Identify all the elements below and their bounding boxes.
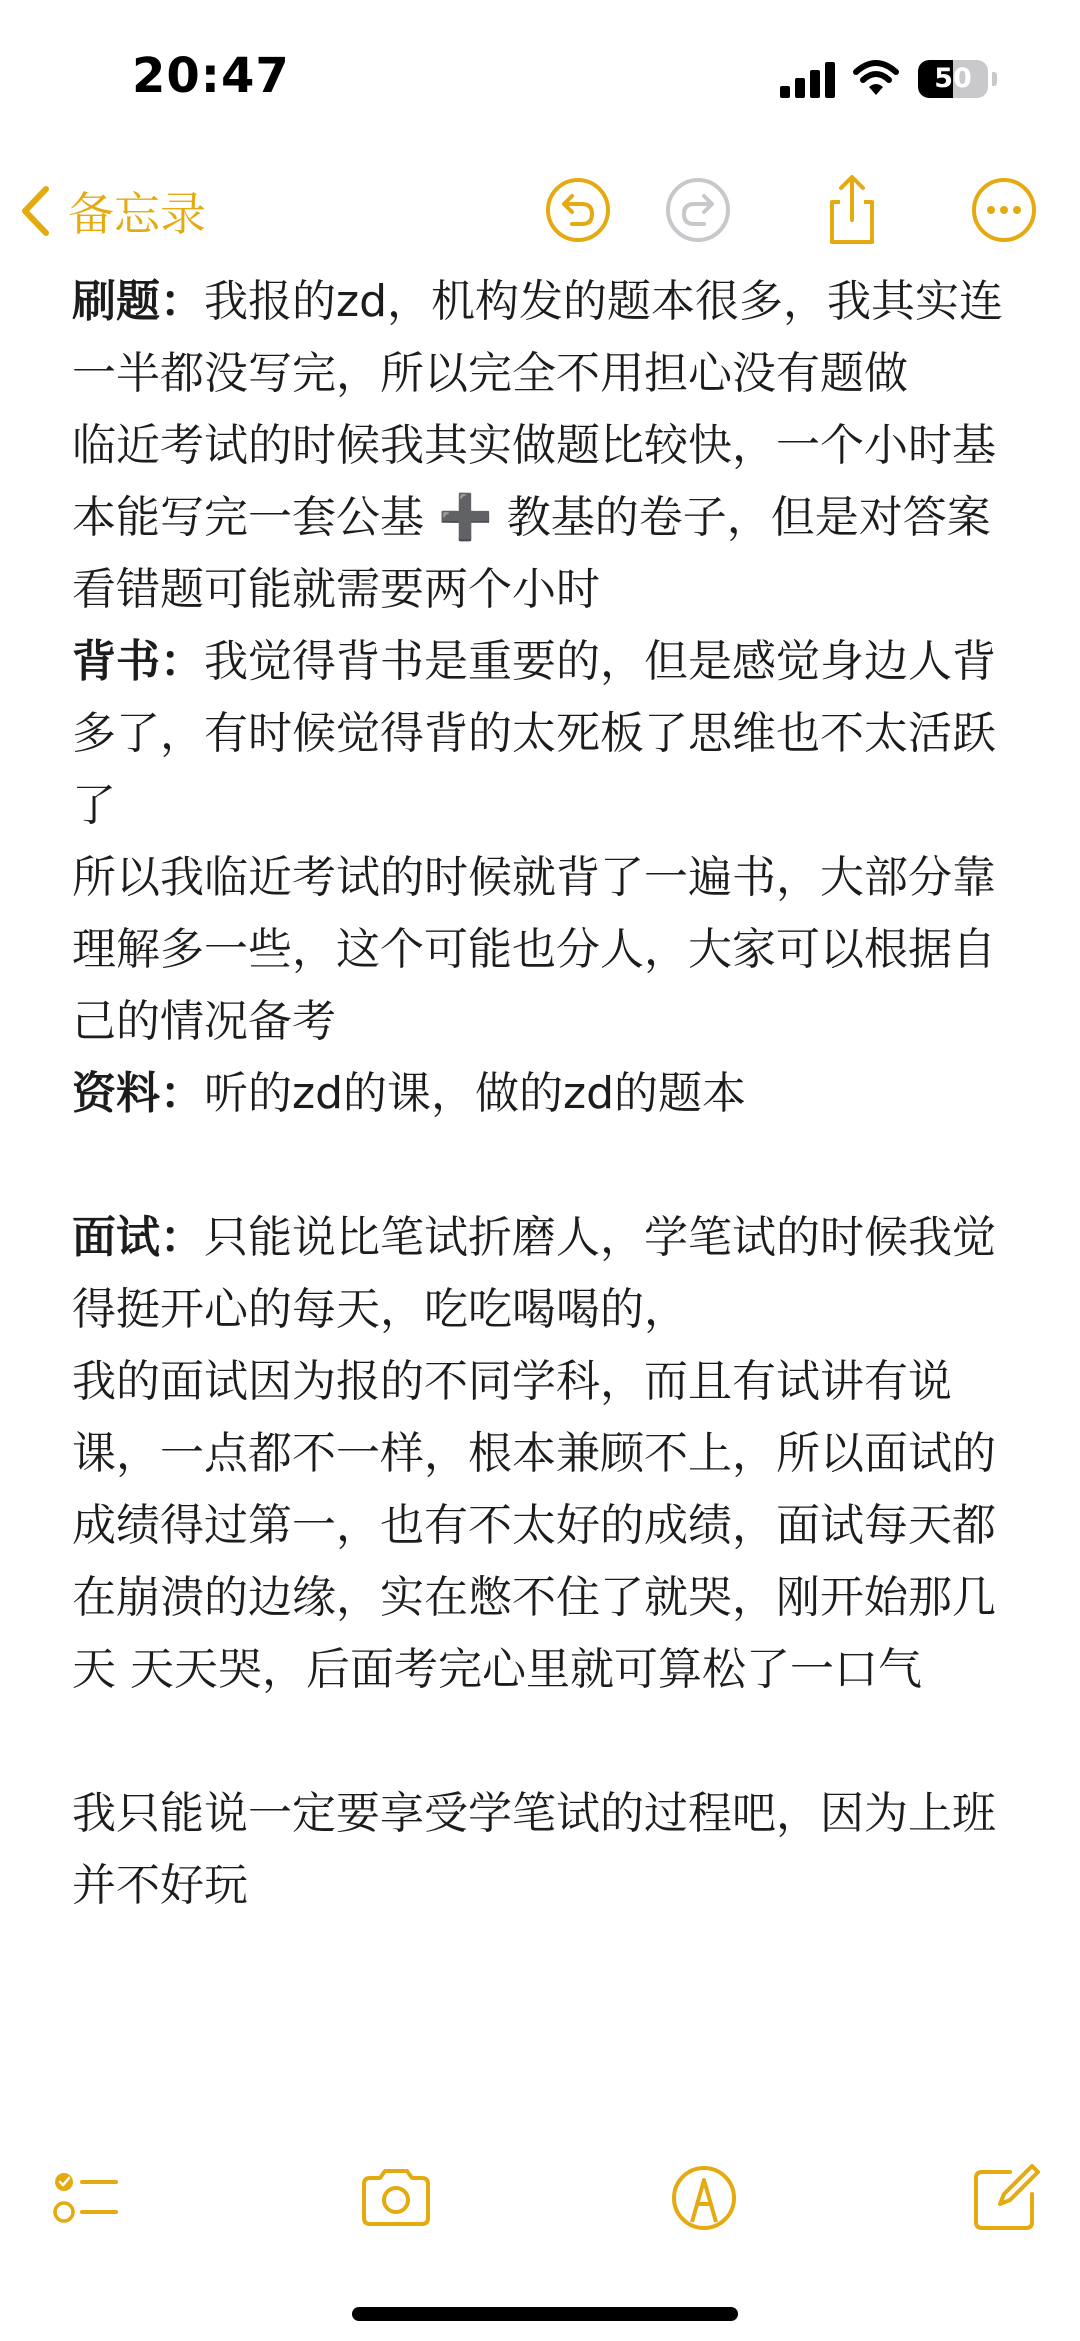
note-paragraph [72,266,1022,410]
redo-icon[interactable] [660,172,736,248]
paragraph-text: 我觉得背书是重要的，但是感觉身边人背多了，有时候觉得背的太死板了思维也不太活跃了 [72,636,996,831]
wifi-icon [852,58,900,98]
navigation-bar [0,160,1080,260]
blank-line [72,1706,1022,1778]
blank-line [72,1130,1022,1202]
status-time: 20:47 [132,48,290,104]
status-bar [0,0,1080,150]
bottom-toolbar [0,2150,1080,2250]
more-icon[interactable] [966,172,1042,248]
paragraph-text: 所以我临近考试的时候就背了一遍书，大部分靠理解多一些，这个可能也分人，大家可以根据自己的情况备考 [72,852,996,1047]
note-paragraph [72,1202,1022,1346]
paragraph-text: 临近考试的时候我其实做题比较快，一个小时基本能写完一套公基 ➕ 教基的卷子，但是对答案看错题可能就需要两个小时 [72,420,996,615]
compose-icon[interactable] [966,2158,1046,2238]
battery-icon [918,60,988,98]
paragraph-text: 我只能说一定要享受学笔试的过程吧，因为上班并不好玩 [72,1788,996,1911]
paragraph-heading: 背书： [72,636,204,687]
note-paragraph [72,626,1022,842]
paragraph-heading: 刷题： [72,276,204,327]
note-paragraph [72,1778,1022,1922]
camera-icon[interactable] [356,2158,436,2238]
battery-percent: 50 [934,63,972,94]
paragraph-text: 听的zd的课，做的zd的题本 [204,1068,747,1119]
paragraph-heading: 资料： [72,1068,204,1119]
paragraph-text: 只能说比笔试折磨人，学笔试的时候我觉得挺开心的每天，吃吃喝喝的， [72,1212,996,1335]
markup-icon[interactable] [664,2158,744,2238]
home-indicator[interactable] [352,2307,738,2321]
note-body[interactable] [72,266,1022,1922]
back-button[interactable] [20,176,206,246]
checklist-icon[interactable] [46,2158,126,2238]
back-label: 备忘录 [68,187,206,241]
share-icon[interactable] [814,172,890,248]
battery-tip [992,72,997,86]
cellular-signal-icon [780,62,836,98]
note-paragraph [72,842,1022,1058]
paragraph-heading: 面试： [72,1212,204,1263]
undo-icon[interactable] [540,172,616,248]
paragraph-text: 我报的zd，机构发的题本很多，我其实连一半都没写完，所以完全不用担心没有题做 [72,276,1004,399]
note-paragraph [72,1058,1022,1130]
chevron-left-icon [20,185,50,237]
paragraph-text: 我的面试因为报的不同学科，而且有试讲有说课，一点都不一样，根本兼顾不上，所以面试的成绩得过第一，也有不太好的成绩，面试每天都在崩溃的边缘，实在憋不住了就哭，刚开始那几天 天天哭，后面考完心里就可算松了一口气 [72,1356,996,1695]
note-paragraph [72,410,1022,626]
note-paragraph [72,1346,1022,1706]
